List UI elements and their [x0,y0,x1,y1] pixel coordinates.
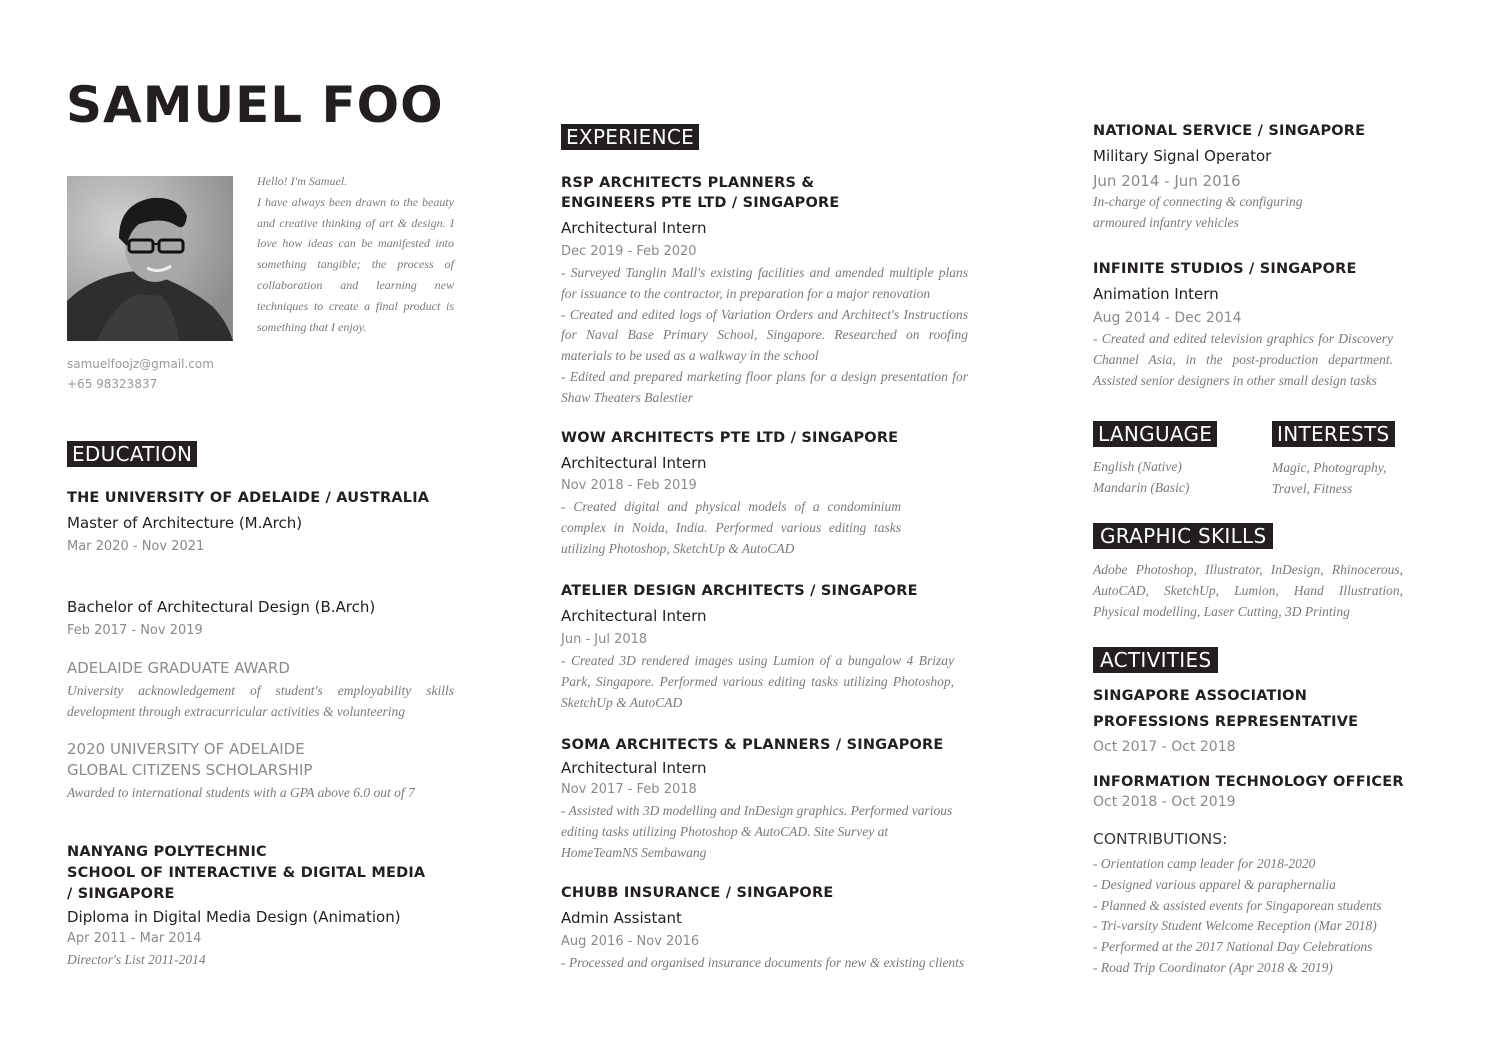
experience-item [1093,121,1413,234]
award-title: GLOBAL CITIZENS SCHOLARSHIP [67,761,313,779]
experience-role: Architectural Intern [561,607,707,625]
graphic-skills-heading: GRAPHIC SKILLS [1093,523,1273,549]
contribution-item: - Tri-varsity Student Welcome Reception (Mar 2018) [1093,918,1377,934]
experience-role: Architectural Intern [561,219,707,237]
experience-org: NATIONAL SERVICE / SINGAPORE [1093,123,1366,139]
activity-date: Oct 2018 - Oct 2019 [1093,794,1236,810]
education-degree: Master of Architecture (M.Arch) [67,514,303,532]
activities-heading: ACTIVITIES [1093,647,1218,673]
experience-date: Jun 2014 - Jun 2016 [1093,172,1241,190]
experience-org: ENGINEERS PTE LTD / SINGAPORE [561,195,840,211]
experience-item [1093,259,1393,391]
experience-desc: - Surveyed Tanglin Mall's existing facilities and amended multiple plans for issuance to the contractor, in preparation for a major renovation [561,265,968,301]
about-greeting: Hello! I'm Samuel. [257,174,348,188]
experience-date: Dec 2019 - Feb 2020 [561,244,697,259]
activity-title: INFORMATION TECHNOLOGY OFFICER [1093,774,1404,790]
language-item: English (Native) [1093,459,1182,474]
contributions-heading: CONTRIBUTIONS: [1093,830,1228,848]
experience-role: Animation Intern [1093,285,1219,303]
education-item [67,842,467,971]
activity-role [1093,683,1433,758]
experience-item [561,883,991,974]
experience-org: WOW ARCHITECTS PTE LTD / SINGAPORE [561,430,899,446]
contributions-list [1093,854,1433,979]
experience-item [561,735,954,863]
interests-list [1272,458,1432,500]
language-heading: LANGUAGE [1093,421,1217,447]
experience-desc: - Created digital and physical models of a condominium complex in Noida, India. Performed various editing tasks utilizing Photoshop, SketchUp & AutoCAD [561,499,901,556]
experience-role: Admin Assistant [561,909,682,927]
resume-name: SAMUEL FOO [66,76,444,134]
contribution-item: - Planned & assisted events for Singaporean students [1093,897,1382,913]
education-degree: Bachelor of Architectural Design (B.Arch) [67,598,376,616]
activity-date: Oct 2017 - Oct 2018 [1093,739,1236,755]
experience-item [561,428,901,559]
experience-date: Nov 2017 - Feb 2018 [561,782,697,797]
interests-line: Travel, Fitness [1272,480,1353,496]
experience-date: Jun - Jul 2018 [561,632,648,647]
interests-line: Magic, Photography, [1272,460,1387,475]
education-item [67,488,467,558]
experience-role: Architectural Intern [561,759,707,777]
experience-role: Architectural Intern [561,454,707,472]
activity-role [1093,772,1433,812]
education-org: / SINGAPORE [67,886,175,902]
experience-item [561,173,968,409]
contribution-item: - Orientation camp leader for 2018-2020 [1093,856,1316,871]
experience-desc: - Created 3D rendered images using Lumion of a bungalow 4 Brizay Park, Singapore. Performed various editing tasks utilizing Photoshop, SketchUp & AutoCAD [561,653,954,710]
experience-heading: EXPERIENCE [561,124,699,150]
portrait-photo [67,176,233,341]
experience-date: Nov 2018 - Feb 2019 [561,478,697,493]
about-body: I have always been drawn to the beauty and creative thinking of art & design. I love how ideas can be manifested into something tangible; the process of collaboration and learning new techniques to create a final product is something that I enjoy. [257,194,454,334]
experience-desc: - Created and edited television graphics for Discovery Channel Asia, in the post-production department. Assisted senior designers in other small design tasks [1093,331,1393,388]
contact-block [67,354,214,394]
phone-number: +65 98323837 [67,377,158,391]
award-desc: University acknowledgement of student's employability skills development through extracurricular activities & volunteering [67,683,454,719]
award-title: 2020 UNIVERSITY OF ADELAIDE [67,740,305,758]
graphic-skills-text: Adobe Photoshop, Illustrator, InDesign, Rhinocerous, AutoCAD, SketchUp, Lumion, Hand Illustration, Physical modelling, Laser Cutting, 3D Printing [1093,562,1403,619]
experience-desc: - Edited and prepared marketing floor plans for a design presentation for Shaw Theaters Balestier [561,368,968,405]
experience-org: RSP ARCHITECTS PLANNERS & [561,175,815,191]
experience-org: INFINITE STUDIOS / SINGAPORE [1093,261,1357,277]
experience-date: Aug 2016 - Nov 2016 [561,934,700,949]
experience-desc: - Processed and organised insurance documents for new & existing clients [561,955,965,970]
activity-title: SINGAPORE ASSOCIATION [1093,688,1308,704]
contribution-item: - Performed at the 2017 National Day Celebrations [1093,939,1373,955]
portrait-illustration-icon [67,176,233,341]
interests-heading: INTERESTS [1272,421,1395,447]
education-item [67,596,467,642]
about-text [257,171,454,337]
experience-org: SOMA ARCHITECTS & PLANNERS / SINGAPORE [561,737,944,753]
award-title: ADELAIDE GRADUATE AWARD [67,659,290,677]
experience-date: Aug 2014 - Dec 2014 [1093,310,1242,326]
education-date: Mar 2020 - Nov 2021 [67,539,205,554]
education-date: Feb 2017 - Nov 2019 [67,623,203,638]
language-item: Mandarin (Basic) [1093,479,1190,495]
education-heading: EDUCATION [67,441,197,467]
experience-desc: - Created and edited logs of Variation Orders and Architect's Instructions for Naval Base Primary School, Singapore. Researched on roofing materials to be used as a walkway in the school [561,306,968,364]
email-link[interactable]: samuelfoojz@gmail.com [67,357,214,371]
award-desc: Awarded to international students with a GPA above 6.0 out of 7 [67,785,415,800]
education-org: NANYANG POLYTECHNIC [67,844,267,860]
contribution-item: - Road Trip Coordinator (Apr 2018 & 2019) [1093,959,1333,975]
experience-role: Military Signal Operator [1093,147,1272,165]
experience-desc: armoured infantry vehicles [1093,214,1239,230]
experience-org: ATELIER DESIGN ARCHITECTS / SINGAPORE [561,583,918,599]
education-degree: Diploma in Digital Media Design (Animation) [67,908,401,926]
education-org: SCHOOL OF INTERACTIVE & DIGITAL MEDIA [67,865,426,881]
experience-desc: In-charge of connecting & configuring [1093,194,1303,209]
language-list [1093,457,1253,499]
contribution-item: - Designed various apparel & paraphernalia [1093,876,1336,892]
education-note: Director's List 2011-2014 [67,952,206,967]
activity-title: PROFESSIONS REPRESENTATIVE [1093,714,1359,730]
award-item [67,658,454,723]
experience-org: CHUBB INSURANCE / SINGAPORE [561,885,834,901]
education-org: THE UNIVERSITY OF ADELAIDE / AUSTRALIA [67,490,430,506]
award-item [67,739,467,804]
experience-item [561,581,954,713]
experience-desc: - Assisted with 3D modelling and InDesign graphics. Performed various editing tasks utilizing Photoshop & AutoCAD. Site Survey at HomeTeamNS Sembawang [561,803,953,860]
education-date: Apr 2011 - Mar 2014 [67,931,202,946]
